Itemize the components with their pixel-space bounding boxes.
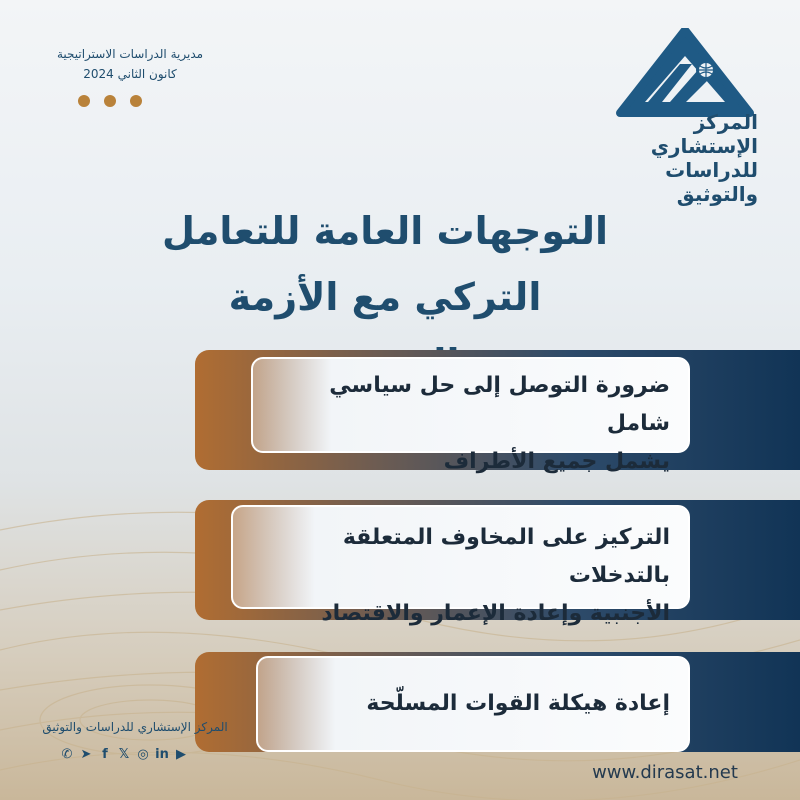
item-2-line-2: الأجنبية وإعادة الإعمار والاقتصاد: [321, 601, 670, 626]
decorative-dots: [78, 95, 142, 107]
website-link[interactable]: www.dirasat.net: [592, 762, 738, 783]
department-name: مديرية الدراسات الاستراتيجية: [56, 47, 204, 61]
item-1-line-1: ضرورة التوصل إلى حل سياسي شامل: [329, 373, 670, 436]
dot-icon: [78, 95, 90, 107]
logo-line-2: للدراسات والتوثيق: [665, 158, 758, 206]
linkedin-icon[interactable]: in: [155, 747, 169, 762]
x-icon[interactable]: 𝕏: [118, 747, 130, 762]
logo-text: [588, 110, 758, 206]
social-links: [60, 748, 188, 762]
footer-org-name: المركز الإستشاري للدراسات والتوثيق: [42, 720, 228, 734]
telegram-icon[interactable]: ➤: [80, 747, 92, 762]
item-card-2: [231, 505, 690, 626]
item-3-line-1: إعادة هيكلة القوات المسلّحة: [366, 691, 670, 716]
dot-icon: [104, 95, 116, 107]
item-card-1: [251, 357, 690, 474]
publication-date: كانون الثاني 2024: [83, 67, 177, 81]
facebook-icon[interactable]: f: [102, 747, 108, 762]
instagram-icon[interactable]: ◎: [137, 747, 149, 762]
item-1-line-2: يشمل جميع الأطراف: [443, 449, 670, 474]
item-2-line-1: التركيز على المخاوف المتعلقة بالتدخلات: [342, 525, 670, 588]
title-line-2: التركي مع الأزمة: [228, 275, 542, 319]
youtube-icon[interactable]: ▶: [176, 747, 186, 762]
item-card-3: [256, 656, 690, 752]
title-line-1: التوجهات العامة للتعامل: [161, 209, 609, 253]
dot-icon: [130, 95, 142, 107]
whatsapp-icon[interactable]: ✆: [61, 747, 73, 762]
header-info: [55, 44, 205, 84]
logo-line-1: المركز الإستشاري: [650, 110, 758, 158]
